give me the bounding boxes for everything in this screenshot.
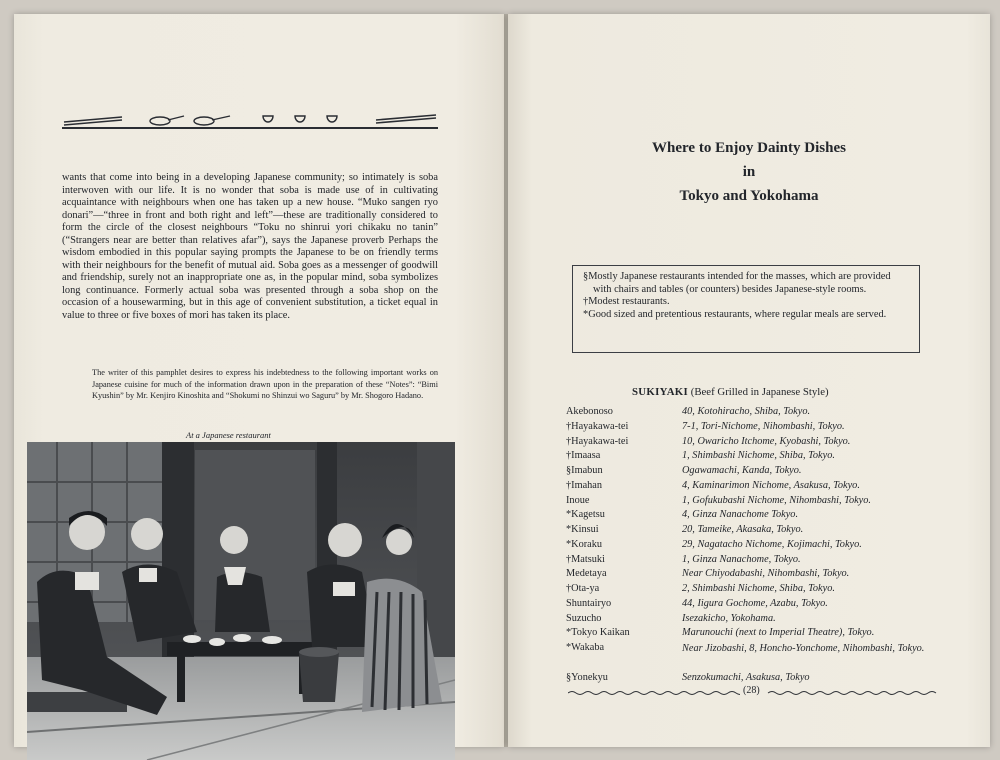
restaurant-row — [566, 539, 986, 554]
restaurant-row — [566, 524, 986, 539]
restaurant-name: Medetaya — [566, 568, 607, 580]
restaurant-row — [566, 465, 986, 480]
page-footer — [568, 685, 940, 701]
restaurant-address: Marunouchi (next to Imperial Theatre), Tokyo. — [682, 627, 875, 639]
restaurant-name: *Tokyo Kaikan — [566, 627, 630, 639]
restaurant-row — [566, 509, 986, 524]
restaurant-name: Shuntairyo — [566, 597, 612, 609]
restaurant-row — [566, 583, 986, 598]
restaurant-row — [566, 406, 986, 421]
restaurant-name: Suzucho — [566, 612, 602, 624]
section-title: SUKIYAKI — [632, 386, 689, 398]
restaurant-name: *Kagetsu — [566, 509, 605, 521]
legend-item-pretentious: *Good sized and pretentious restaurants, where regular meals are served. — [583, 308, 887, 320]
restaurant-address: 4, Ginza Nanachome Tokyo. — [682, 509, 799, 521]
restaurant-photo — [27, 442, 455, 760]
restaurant-row — [566, 450, 986, 465]
acknowledgment-paragraph: The writer of this pamphlet desires to express his indebtedness to the following important works on Japanese cuisine for much of the information drawn upon in the preparation of these “Notes”: “Bimi Kyushin” by Mr. Kenjiro Kinoshita and “Shokumi no Shinzui wo Saguru” by Mr. Shogoro Hadano. — [92, 368, 438, 400]
right-page — [508, 14, 990, 747]
restaurant-address: 10, Owaricho Itchome, Kyobashi, Tokyo. — [682, 435, 851, 447]
restaurant-address: Near Chiyodabashi, Nihombashi, Tokyo. — [682, 568, 850, 580]
legend-item-masses: §Mostly Japanese restaurants intended for the masses, which are provided with chairs and tables (or counters) besides Japanese-style rooms. — [583, 271, 891, 295]
restaurant-address: 1, Ginza Nanachome, Tokyo. — [682, 553, 801, 565]
body-paragraph: wants that come into being in a developing Japanese community; so intimately is soba interwoven with our life. It is no wonder that soba is made use of in cultivating acquaintance with neighbours when one has taken up a new house. “Muko sangen ryo donari”—“three in front and both right and left”—these are traditionally considered to form the circle of the closest neighbours “Toku no shinrui yori chikaku no tanin” (“Strangers near are better than relatives afar”), says the Japanese proverb Perhaps the wisdom embodied in this popular saying prompts the Japanese to be on friendly terms with their neighbours for the benefit of mutual aid. Soba goes as a messenger of goodwill and friendship, surely not an inappropriate one as, in the popular mind, soba symbolizes long continuance. Formerly actual soba was presented through a soba shop on the occasion of a housewarming, but in this age of convenient substitution, a ticket equal in value to three or five boxes of mori has taken its place. — [62, 172, 438, 322]
restaurant-name: †Hayakawa-tei — [566, 420, 629, 432]
restaurant-address: Near Jizobashi, 8, Honcho-Yonchome, Nihombashi, Tokyo. — [682, 643, 925, 654]
section-subtitle: (Beef Grilled in Japanese Style) — [690, 386, 829, 398]
restaurant-row — [566, 436, 986, 451]
restaurant-address: 44, Iigura Gochome, Azabu, Tokyo. — [682, 597, 828, 609]
legend-item-modest: †Modest restaurants. — [583, 296, 670, 308]
heading-line-2: in — [742, 164, 756, 180]
left-page — [14, 14, 504, 747]
restaurant-address: 7-1, Tori-Nichome, Nihombashi, Tokyo. — [682, 420, 845, 432]
section-heading — [632, 386, 829, 398]
restaurant-name: §Yonekyu — [566, 671, 608, 683]
restaurant-row — [566, 480, 986, 495]
restaurant-row — [566, 642, 986, 672]
restaurant-name: *Wakaba — [566, 642, 605, 653]
legend-box — [572, 265, 920, 353]
restaurant-name: †Hayakawa-tei — [566, 435, 629, 447]
restaurant-row — [566, 627, 986, 642]
heading-line-1: Where to Enjoy Dainty Dishes — [652, 140, 846, 156]
restaurant-address: Senzokumachi, Asakusa, Tokyo — [682, 671, 810, 683]
restaurant-name: Inoue — [566, 494, 590, 506]
photo-caption: At a Japanese restaurant — [186, 430, 271, 440]
restaurant-address: 20, Tameike, Akasaka, Tokyo. — [682, 524, 804, 535]
restaurant-name: §Imabun — [566, 465, 603, 476]
restaurant-name: *Koraku — [566, 538, 603, 550]
restaurant-row — [566, 568, 986, 583]
restaurant-address: Isezakicho, Yokohama. — [682, 612, 776, 624]
restaurant-row — [566, 598, 986, 613]
restaurant-name: †Imahan — [566, 479, 603, 491]
restaurant-name: †Matsuki — [566, 553, 605, 565]
restaurant-list — [566, 406, 986, 686]
heading-line-3: Tokyo and Yokohama — [679, 188, 819, 204]
restaurant-address: 4, Kaminarimon Nichome, Asakusa, Tokyo. — [682, 479, 860, 491]
page-number: (28) — [740, 685, 763, 696]
restaurant-name: †Ota-ya — [566, 583, 600, 594]
restaurant-row — [566, 421, 986, 436]
chopsticks-bowls-ornament — [60, 108, 440, 132]
restaurant-address: 1, Gofukubashi Nichome, Nihombashi, Tokyo. — [682, 494, 871, 506]
restaurant-address: 40, Kotohiracho, Shiba, Tokyo. — [682, 406, 811, 417]
restaurant-name: Akebonoso — [566, 406, 613, 417]
restaurant-address: 29, Nagatacho Nichome, Kojimachi, Tokyo. — [682, 538, 862, 550]
restaurant-name: †Imaasa — [566, 450, 601, 462]
restaurant-address: Ogawamachi, Kanda, Tokyo. — [682, 465, 802, 476]
restaurant-address: 2, Shimbashi Nichome, Shiba, Tokyo. — [682, 583, 835, 594]
restaurant-address: 1, Shimbashi Nichome, Shiba, Tokyo. — [682, 450, 835, 462]
restaurant-name: *Kinsui — [566, 524, 599, 535]
restaurant-row — [566, 554, 986, 569]
restaurant-row — [566, 495, 986, 510]
restaurant-row — [566, 613, 986, 628]
